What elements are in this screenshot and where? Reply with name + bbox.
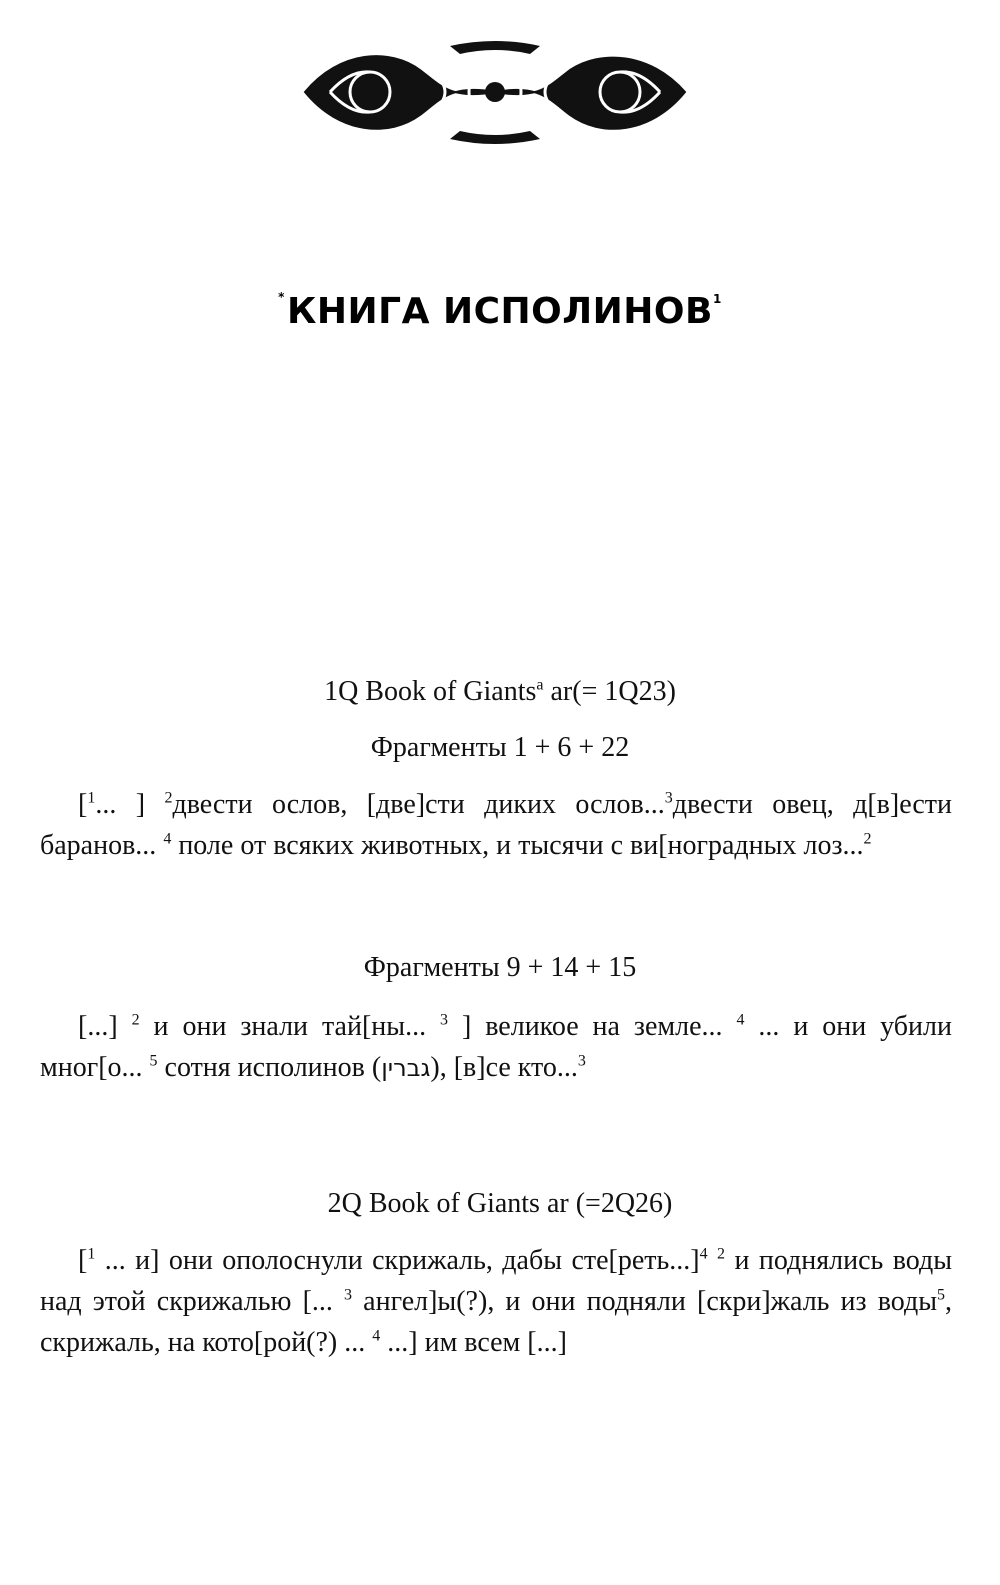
title-footnote: 1	[712, 292, 722, 306]
fragment-text: [$^1$... ] $^2$двести ослов, [две]сти диких ослов...$^3$двести овец, д[в]ести баранов... $^4$ поле от всяких животных, и тысячи с ви[ноградных лоз...$^2$	[40, 789, 953, 861]
page-title	[0, 290, 1000, 332]
celtic-knot-ornament	[300, 40, 690, 145]
fragment-title: Фрагменты 1 + 6 + 22	[370, 732, 630, 763]
heading-sup: a	[536, 676, 544, 694]
hebrew-word: גברין	[381, 1054, 431, 1082]
section-heading-2q26: 2Q Book of Giants ar (=2Q26)	[327, 1188, 673, 1219]
title-marker: *	[278, 290, 285, 304]
fragment-title: Фрагменты 9 + 14 + 15	[363, 952, 637, 983]
title-text: КНИГА ИСПОЛИНОВ	[286, 291, 713, 332]
heading-main: 1Q Book of Giants	[324, 676, 537, 707]
fragment-text: [...] $^2$ и они знали тай[ны... $^3$ ] великое на земле... $^4$ ... и они убили мног[о... $^5$ сотня исполинов (גברין), [в]се кто...$^3$	[40, 1011, 952, 1083]
section-heading-1q23	[0, 676, 1000, 708]
heading-tail: ar(= 1Q23)	[543, 676, 676, 707]
fragment-text: [$^1$ ... и] они ополоснули скрижаль, дабы сте[реть...]$^4$ $^2$ и поднялись воды над этой скрижалью [... $^3$ ангел]ы(?), и они подняли [скри]жаль из воды$^5$, скрижаль, на кото[рой(?) ... $^4$ ...] им всем [...]	[40, 1245, 953, 1358]
